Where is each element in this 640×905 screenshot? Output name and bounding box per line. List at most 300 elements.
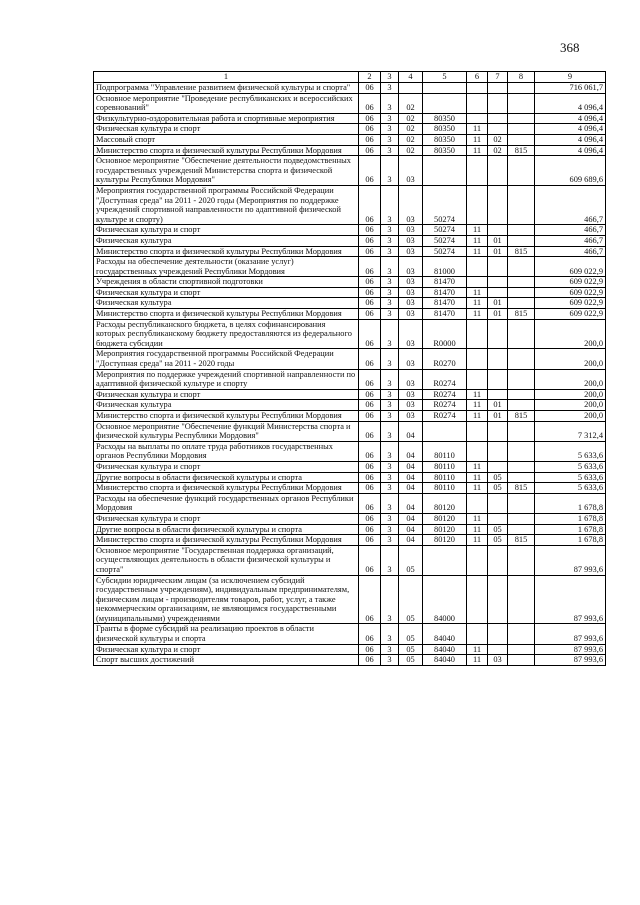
column-header: 3 (381, 72, 399, 83)
amount-cell: 609 022,9 (535, 257, 606, 277)
code-cell: 3 (381, 145, 399, 156)
code-cell: 05 (399, 644, 423, 655)
table-row (94, 246, 606, 257)
code-cell (467, 156, 488, 186)
table-row (94, 287, 606, 298)
code-cell: 05 (399, 545, 423, 575)
table-row (94, 483, 606, 494)
code-cell: 06 (359, 493, 381, 513)
code-cell (508, 513, 535, 524)
code-cell (488, 287, 508, 298)
table-row (94, 624, 606, 644)
code-cell (399, 83, 423, 94)
code-cell: 3 (381, 369, 399, 389)
row-name-cell: Подпрограмма "Управление развитием физической культуры и спорта" (94, 83, 359, 94)
code-cell: 3 (381, 246, 399, 257)
code-cell: 06 (359, 349, 381, 369)
code-cell (508, 257, 535, 277)
code-cell: 3 (381, 624, 399, 644)
code-cell: R0274 (423, 389, 467, 400)
amount-cell: 609 022,9 (535, 298, 606, 309)
table-header (94, 72, 606, 83)
code-cell: 01 (488, 400, 508, 411)
row-name-cell: Министерство спорта и физической культуры Республики Мордовия (94, 411, 359, 422)
code-cell: 06 (359, 369, 381, 389)
code-cell: 3 (381, 545, 399, 575)
code-cell (423, 545, 467, 575)
code-cell: 3 (381, 134, 399, 145)
code-cell (423, 421, 467, 441)
table-row (94, 349, 606, 369)
code-cell (508, 349, 535, 369)
code-cell (508, 644, 535, 655)
code-cell (508, 235, 535, 246)
code-cell: 3 (381, 235, 399, 246)
code-cell: 06 (359, 461, 381, 472)
code-cell: 06 (359, 545, 381, 575)
code-cell: 06 (359, 644, 381, 655)
amount-cell: 1 678,8 (535, 535, 606, 546)
code-cell: 50274 (423, 185, 467, 224)
code-cell (488, 545, 508, 575)
amount-cell: 7 312,4 (535, 421, 606, 441)
code-cell: 11 (467, 235, 488, 246)
code-cell (508, 655, 535, 666)
row-name-cell: Расходы на обеспечение деятельности (оказание услуг) государственных учреждений Республики Мордовия (94, 257, 359, 277)
code-cell: 11 (467, 483, 488, 494)
code-cell (467, 441, 488, 461)
code-cell: 01 (488, 235, 508, 246)
row-name-cell: Учреждения в области спортивной подготовки (94, 277, 359, 288)
code-cell: 11 (467, 655, 488, 666)
row-name-cell: Массовый спорт (94, 134, 359, 145)
code-cell: 815 (508, 483, 535, 494)
code-cell: 06 (359, 93, 381, 113)
row-name-cell: Мероприятия по поддержке учреждений спортивной направленности по адаптивной физической культуре и спорту (94, 369, 359, 389)
row-name-cell: Другие вопросы в области физической культуры и спорта (94, 472, 359, 483)
table-row (94, 235, 606, 246)
code-cell (467, 319, 488, 349)
amount-cell: 466,7 (535, 225, 606, 236)
table-row (94, 113, 606, 124)
code-cell: R0274 (423, 400, 467, 411)
table-row (94, 145, 606, 156)
amount-cell: 87 993,6 (535, 624, 606, 644)
table-row (94, 83, 606, 94)
code-cell (508, 472, 535, 483)
row-name-cell: Физическая культура и спорт (94, 644, 359, 655)
code-cell (488, 513, 508, 524)
code-cell (488, 624, 508, 644)
code-cell: 3 (381, 287, 399, 298)
row-name-cell: Основное мероприятие "Обеспечение функций Министерства спорта и физической культуры Республики Мордовия" (94, 421, 359, 441)
amount-cell: 5 633,6 (535, 472, 606, 483)
code-cell: 06 (359, 113, 381, 124)
row-name-cell: Гранты в форме субсидий на реализацию проектов в области физической культуры и спорта (94, 624, 359, 644)
code-cell: 05 (488, 524, 508, 535)
table-body (94, 83, 606, 666)
code-cell: 84000 (423, 575, 467, 624)
code-cell (488, 93, 508, 113)
code-cell: 04 (399, 513, 423, 524)
code-cell (488, 185, 508, 224)
code-cell: 03 (399, 369, 423, 389)
row-name-cell: Физическая культура и спорт (94, 513, 359, 524)
code-cell: 03 (399, 246, 423, 257)
table-row (94, 513, 606, 524)
code-cell: 3 (381, 83, 399, 94)
code-cell (488, 389, 508, 400)
code-cell: 02 (399, 134, 423, 145)
code-cell: 03 (399, 349, 423, 369)
table-row (94, 389, 606, 400)
code-cell: 3 (381, 575, 399, 624)
code-cell: R0274 (423, 369, 467, 389)
code-cell: 04 (399, 535, 423, 546)
code-cell: 3 (381, 524, 399, 535)
code-cell: 06 (359, 421, 381, 441)
code-cell: 80350 (423, 145, 467, 156)
code-cell: 06 (359, 524, 381, 535)
row-name-cell: Физическая культура и спорт (94, 124, 359, 135)
amount-cell: 609 689,6 (535, 156, 606, 186)
code-cell: 06 (359, 298, 381, 309)
code-cell: 05 (399, 575, 423, 624)
table-row (94, 185, 606, 224)
amount-cell: 87 993,6 (535, 655, 606, 666)
row-name-cell: Физическая культура (94, 235, 359, 246)
code-cell: 80120 (423, 535, 467, 546)
code-cell (508, 156, 535, 186)
code-cell (488, 225, 508, 236)
code-cell: 3 (381, 655, 399, 666)
code-cell: 815 (508, 309, 535, 320)
code-cell (467, 277, 488, 288)
code-cell: 06 (359, 309, 381, 320)
code-cell (508, 461, 535, 472)
code-cell (467, 349, 488, 369)
code-cell (508, 124, 535, 135)
code-cell: 11 (467, 389, 488, 400)
code-cell: 3 (381, 319, 399, 349)
code-cell: 80350 (423, 134, 467, 145)
code-cell: 06 (359, 655, 381, 666)
table-row (94, 124, 606, 135)
code-cell: 03 (399, 225, 423, 236)
code-cell: 01 (488, 411, 508, 422)
row-name-cell: Физическая культура и спорт (94, 225, 359, 236)
code-cell (508, 421, 535, 441)
code-cell: 03 (399, 411, 423, 422)
amount-cell: 466,7 (535, 246, 606, 257)
code-cell: 06 (359, 513, 381, 524)
code-cell: 11 (467, 225, 488, 236)
amount-cell: 466,7 (535, 185, 606, 224)
table-row (94, 545, 606, 575)
column-header: 4 (399, 72, 423, 83)
code-cell (467, 421, 488, 441)
table-row (94, 421, 606, 441)
code-cell (467, 93, 488, 113)
column-header: 8 (508, 72, 535, 83)
code-cell: 11 (467, 287, 488, 298)
code-cell: 3 (381, 124, 399, 135)
code-cell: 3 (381, 156, 399, 186)
code-cell: 3 (381, 411, 399, 422)
code-cell: 3 (381, 185, 399, 224)
amount-cell: 716 061,7 (535, 83, 606, 94)
code-cell (508, 134, 535, 145)
table-row (94, 369, 606, 389)
row-name-cell: Министерство спорта и физической культуры Республики Мордовия (94, 145, 359, 156)
amount-cell: 4 096,4 (535, 124, 606, 135)
code-cell (467, 624, 488, 644)
table-row (94, 156, 606, 186)
code-cell: 03 (399, 156, 423, 186)
table-row (94, 441, 606, 461)
code-cell: R0270 (423, 349, 467, 369)
code-cell: 50274 (423, 225, 467, 236)
code-cell (488, 441, 508, 461)
amount-cell: 200,0 (535, 400, 606, 411)
code-cell: 3 (381, 472, 399, 483)
row-name-cell: Физическая культура и спорт (94, 461, 359, 472)
amount-cell: 4 096,4 (535, 134, 606, 145)
code-cell: 01 (488, 246, 508, 257)
code-cell: 06 (359, 441, 381, 461)
code-cell (488, 156, 508, 186)
budget-table (93, 71, 606, 666)
code-cell: 80110 (423, 461, 467, 472)
code-cell: 03 (399, 287, 423, 298)
code-cell (488, 461, 508, 472)
code-cell: 80120 (423, 513, 467, 524)
code-cell: 3 (381, 298, 399, 309)
code-cell: 06 (359, 277, 381, 288)
row-name-cell: Физическая культура и спорт (94, 287, 359, 298)
code-cell: 11 (467, 411, 488, 422)
amount-cell: 87 993,6 (535, 575, 606, 624)
column-header: 5 (423, 72, 467, 83)
row-name-cell: Основное мероприятие "Проведение республиканских и всероссийских соревнований" (94, 93, 359, 113)
code-cell: 84040 (423, 655, 467, 666)
code-cell: 11 (467, 145, 488, 156)
code-cell: 3 (381, 400, 399, 411)
code-cell (488, 644, 508, 655)
code-cell (508, 185, 535, 224)
column-header: 9 (535, 72, 606, 83)
row-name-cell: Физическая культура (94, 400, 359, 411)
row-name-cell: Министерство спорта и физической культуры Республики Мордовия (94, 246, 359, 257)
code-cell (488, 277, 508, 288)
code-cell: 81470 (423, 277, 467, 288)
code-cell: 80110 (423, 483, 467, 494)
code-cell: 06 (359, 400, 381, 411)
amount-cell: 1 678,8 (535, 493, 606, 513)
code-cell (467, 83, 488, 94)
table-row (94, 644, 606, 655)
code-cell: 11 (467, 513, 488, 524)
code-cell: 04 (399, 483, 423, 494)
code-cell (508, 298, 535, 309)
code-cell (508, 493, 535, 513)
code-cell: 3 (381, 483, 399, 494)
code-cell: 02 (488, 134, 508, 145)
table-row (94, 134, 606, 145)
row-name-cell: Расходы республиканского бюджета, в целях софинансирования которых республиканскому бюджету предоставляются из федерального бюджета субсидии (94, 319, 359, 349)
code-cell: 03 (399, 298, 423, 309)
code-cell: 815 (508, 535, 535, 546)
amount-cell: 609 022,9 (535, 287, 606, 298)
code-cell: 06 (359, 185, 381, 224)
code-cell: 80110 (423, 472, 467, 483)
row-name-cell: Расходы на выплаты по оплате труда работников государственных органов Республики Мордовия (94, 441, 359, 461)
code-cell: 06 (359, 134, 381, 145)
table-row (94, 309, 606, 320)
row-name-cell: Субсидии юридическим лицам (за исключением субсидий государственным учреждениям), индивидуальным предпринимателям, физическим лицам - производителям товаров, работ, услуг, а также некоммерческим организациям, не являющимся государственными (муниципальными) учреждениями (94, 575, 359, 624)
code-cell (488, 421, 508, 441)
code-cell: 815 (508, 145, 535, 156)
code-cell: 05 (399, 655, 423, 666)
code-cell (508, 93, 535, 113)
table-row (94, 277, 606, 288)
code-cell: 05 (488, 472, 508, 483)
code-cell: 80350 (423, 124, 467, 135)
code-cell: 815 (508, 246, 535, 257)
code-cell: 11 (467, 472, 488, 483)
code-cell: 03 (488, 655, 508, 666)
row-name-cell: Основное мероприятие "Государственная поддержка организаций, осуществляющих деятельность в области физической культуры и спорта" (94, 545, 359, 575)
code-cell: 84040 (423, 624, 467, 644)
amount-cell: 4 096,4 (535, 93, 606, 113)
code-cell (508, 225, 535, 236)
code-cell: 50274 (423, 246, 467, 257)
code-cell: 06 (359, 389, 381, 400)
amount-cell: 200,0 (535, 389, 606, 400)
code-cell (488, 257, 508, 277)
code-cell: 06 (359, 624, 381, 644)
code-cell: 11 (467, 535, 488, 546)
table-row (94, 298, 606, 309)
table-row (94, 319, 606, 349)
code-cell: 03 (399, 257, 423, 277)
code-cell: R0000 (423, 319, 467, 349)
code-cell: 815 (508, 411, 535, 422)
code-cell: 02 (399, 113, 423, 124)
code-cell (488, 319, 508, 349)
code-cell: 3 (381, 309, 399, 320)
code-cell: 3 (381, 389, 399, 400)
code-cell: 80120 (423, 493, 467, 513)
row-name-cell: Мероприятия государственной программы Российской Федерации "Доступная среда" на 2011 - 2020 годы (94, 349, 359, 369)
row-name-cell: Другие вопросы в области физической культуры и спорта (94, 524, 359, 535)
amount-cell: 1 678,8 (535, 513, 606, 524)
code-cell: 03 (399, 185, 423, 224)
code-cell: 06 (359, 319, 381, 349)
code-cell (488, 113, 508, 124)
code-cell (488, 369, 508, 389)
code-cell (508, 441, 535, 461)
code-cell (467, 575, 488, 624)
code-cell: 3 (381, 257, 399, 277)
row-name-cell: Физическая культура и спорт (94, 389, 359, 400)
code-cell: 03 (399, 235, 423, 246)
amount-cell: 466,7 (535, 235, 606, 246)
code-cell (467, 113, 488, 124)
table-row (94, 257, 606, 277)
code-cell: 3 (381, 349, 399, 369)
code-cell: 02 (399, 145, 423, 156)
code-cell (467, 185, 488, 224)
code-cell (508, 319, 535, 349)
amount-cell: 87 993,6 (535, 545, 606, 575)
amount-cell: 4 096,4 (535, 113, 606, 124)
code-cell: 11 (467, 246, 488, 257)
code-cell: 11 (467, 644, 488, 655)
code-cell: 06 (359, 287, 381, 298)
code-cell: 03 (399, 400, 423, 411)
column-header: 1 (94, 72, 359, 83)
amount-cell: 5 633,6 (535, 441, 606, 461)
code-cell: 11 (467, 134, 488, 145)
code-cell: 06 (359, 83, 381, 94)
code-cell: 3 (381, 513, 399, 524)
code-cell (467, 493, 488, 513)
table-row (94, 535, 606, 546)
code-cell: 06 (359, 156, 381, 186)
amount-cell: 200,0 (535, 369, 606, 389)
code-cell (488, 575, 508, 624)
code-cell: 05 (488, 535, 508, 546)
code-cell: 11 (467, 309, 488, 320)
code-cell: 11 (467, 461, 488, 472)
table-row (94, 524, 606, 535)
code-cell: 3 (381, 441, 399, 461)
column-header: 7 (488, 72, 508, 83)
code-cell: 3 (381, 644, 399, 655)
table-row (94, 493, 606, 513)
code-cell: 06 (359, 246, 381, 257)
table-row (94, 655, 606, 666)
code-cell: 06 (359, 535, 381, 546)
code-cell: 06 (359, 235, 381, 246)
amount-cell: 4 096,4 (535, 145, 606, 156)
column-header: 6 (467, 72, 488, 83)
code-cell: 3 (381, 421, 399, 441)
table-row (94, 575, 606, 624)
code-cell: 84040 (423, 644, 467, 655)
code-cell: 06 (359, 483, 381, 494)
code-cell (508, 524, 535, 535)
amount-cell: 200,0 (535, 319, 606, 349)
code-cell (508, 624, 535, 644)
amount-cell: 1 678,8 (535, 524, 606, 535)
code-cell: 06 (359, 257, 381, 277)
code-cell: 03 (399, 309, 423, 320)
amount-cell: 87 993,6 (535, 644, 606, 655)
code-cell: 05 (399, 624, 423, 644)
code-cell: 50274 (423, 235, 467, 246)
code-cell (508, 575, 535, 624)
code-cell: 3 (381, 493, 399, 513)
code-cell: 81470 (423, 309, 467, 320)
code-cell (467, 545, 488, 575)
code-cell (488, 83, 508, 94)
code-cell: 04 (399, 441, 423, 461)
code-cell: 3 (381, 225, 399, 236)
row-name-cell: Министерство спорта и физической культуры Республики Мордовия (94, 483, 359, 494)
code-cell: 81470 (423, 298, 467, 309)
